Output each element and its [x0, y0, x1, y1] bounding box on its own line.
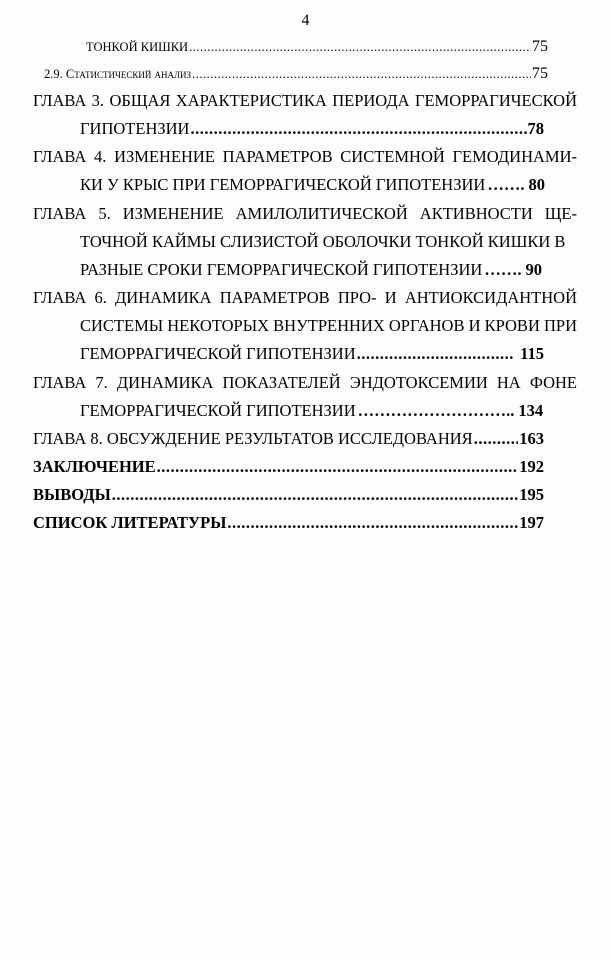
dot-leader — [192, 63, 531, 85]
dot-leader — [189, 36, 531, 58]
toc-entry-text: ВЫВОДЫ — [33, 485, 111, 504]
toc-entry-text: ГЛАВА 5. ИЗМЕНЕНИЕ АМИЛОЛИТИЧЕСКОЙ АКТИВНОСТИ ЩЕ- — [33, 204, 577, 223]
toc-page-number: 80 — [528, 175, 545, 194]
toc-entry-2-9 — [44, 63, 548, 85]
toc-entry-text: ГЛАВА 6. ДИНАМИКА ПАРАМЕТРОВ ПРО- И АНТИОКСИДАНТНОЙ — [33, 288, 577, 307]
toc-entry-text: ГЕМОРРАГИЧЕСКОЙ ГИПОТЕНЗИИ — [80, 401, 356, 420]
toc-findings — [33, 484, 544, 506]
dot-leader: ……………………….. — [357, 401, 515, 420]
toc-page-number: 90 — [525, 260, 542, 279]
dot-leader — [157, 456, 519, 478]
toc-entry-text: ГЕМОРРАГИЧЕСКОЙ ГИПОТЕНЗИИ — [80, 344, 356, 363]
toc-entry-text: ГЛАВА 8. ОБСУЖДЕНИЕ РЕЗУЛЬТАТОВ ИССЛЕДОВАНИЯ — [33, 429, 473, 448]
toc-entry-text: ГЛАВА 3. ОБЩАЯ ХАРАКТЕРИСТИКА ПЕРИОДА ГЕМОРРАГИЧЕСКОЙ — [33, 91, 577, 110]
toc-page-number: 115 — [520, 344, 544, 363]
page-number: 4 — [301, 12, 310, 29]
dot-leader — [227, 512, 518, 534]
dot-leader: ……. — [487, 175, 525, 194]
toc-page-number: 197 — [519, 513, 544, 532]
toc-entry-text: ГЛАВА 7. ДИНАМИКА ПОКАЗАТЕЛЕЙ ЭНДОТОКСЕМИИ НА ФОНЕ — [33, 373, 577, 392]
toc-page-number: 163 — [519, 429, 544, 448]
toc-page-number: 134 — [518, 401, 544, 420]
toc-chapter-7-line-1 — [33, 372, 577, 394]
toc-entry-text: ТОЧНОЙ КАЙМЫ СЛИЗИСТОЙ ОБОЛОЧКИ ТОНКОЙ КИШКИ В — [80, 232, 566, 251]
toc-entry-text: ТОНКОЙ КИШКИ — [86, 40, 189, 54]
toc-entry-text: 2.9. Статистический анализ — [44, 67, 192, 81]
toc-entry-text: ГИПОТЕНЗИИ — [80, 119, 190, 138]
toc-chapter-4-line-1 — [33, 146, 577, 168]
toc-chapter-6-line-3 — [80, 343, 544, 365]
toc-chapter-3-line-1 — [33, 90, 577, 112]
toc-entry-text: СИСТЕМЫ НЕКОТОРЫХ ВНУТРЕННИХ ОРГАНОВ И КРОВИ ПРИ — [80, 316, 577, 335]
toc-entry-text: РАЗНЫЕ СРОКИ ГЕМОРРАГИЧЕСКОЙ ГИПОТЕНЗИИ — [80, 260, 483, 279]
dot-leader — [112, 484, 518, 506]
dot-leader — [357, 343, 514, 365]
toc-page-number: 192 — [519, 457, 544, 476]
toc-entry-text: СПИСОК ЛИТЕРАТУРЫ — [33, 513, 227, 532]
toc-page-number: 75 — [532, 65, 548, 82]
dot-leader — [474, 428, 519, 450]
toc-chapter-6-line-1 — [33, 287, 577, 309]
toc-entry-text: ГЛАВА 4. ИЗМЕНЕНИЕ ПАРАМЕТРОВ СИСТЕМНОЙ ГЕМОДИНАМИ- — [33, 147, 577, 166]
toc-entry-2-8-continuation — [86, 36, 548, 58]
toc-references — [33, 512, 544, 534]
dot-leader: ……. — [484, 260, 522, 279]
toc-entry-text: КИ У КРЫС ПРИ ГЕМОРРАГИЧЕСКОЙ ГИПОТЕНЗИИ — [80, 175, 486, 194]
dot-leader — [190, 118, 526, 140]
toc-page-number: 75 — [532, 38, 548, 55]
toc-chapter-7-line-2 — [80, 400, 544, 422]
toc-chapter-8 — [33, 428, 544, 450]
toc-chapter-3-line-2 — [80, 118, 544, 140]
toc-page-number: 195 — [519, 485, 544, 504]
toc-conclusion — [33, 456, 544, 478]
toc-page-number: 78 — [527, 119, 544, 138]
toc-entry-text: ЗАКЛЮЧЕНИЕ — [33, 457, 156, 476]
toc-chapter-5-line-2 — [80, 231, 566, 253]
toc-chapter-5-line-3 — [80, 259, 544, 281]
toc-chapter-4-line-2 — [80, 174, 544, 196]
toc-chapter-6-line-2 — [80, 315, 577, 337]
toc-chapter-5-line-1 — [33, 203, 577, 225]
